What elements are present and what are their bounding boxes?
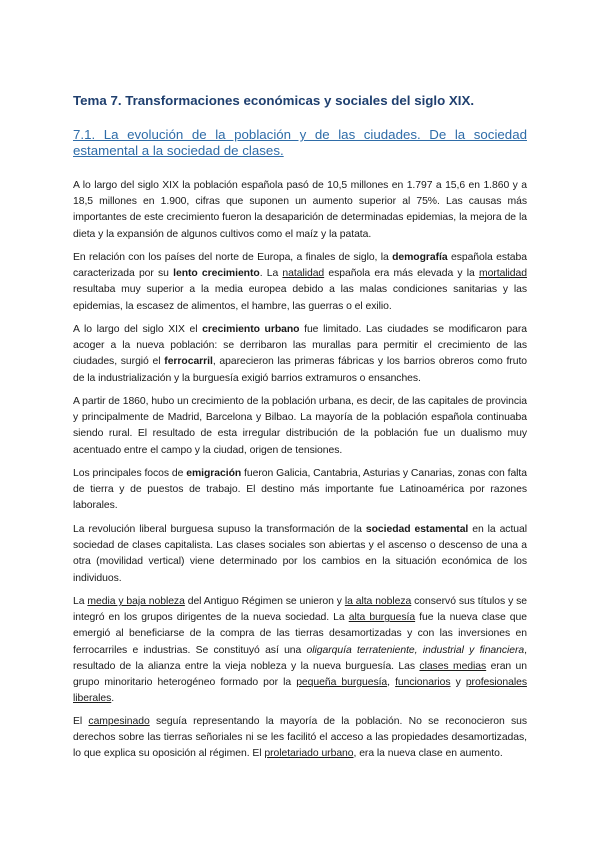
paragraph-peasantry-proletariat [73, 714, 527, 763]
underlined-term: pequeña burguesía [296, 677, 388, 689]
paragraph-emigration [73, 466, 527, 515]
text-run: fue limitado. Las ciudades se modificaron para acoger a la nueva población: se derribaron las murallas para permitir el crecimiento de las ciudades, surgió el [73, 324, 527, 368]
bold-term: sociedad estamental [365, 524, 469, 535]
text-run: española estaba caracterizada por su [73, 252, 527, 280]
underlined-term: la alta nobleza [344, 596, 412, 607]
bold-term: lento crecimiento [173, 268, 260, 280]
text-run: seguía representando la mayoría de la población. No se reconocieron sus derechos sobre las tierras señoriales ni se les facilitó el acceso a las propiedades desamortizadas, lo que explica su oposición al régimen. El [73, 716, 527, 760]
text-run: La revolución liberal burguesa supuso la transformación de la [73, 524, 366, 535]
text-run: La [73, 596, 88, 607]
text-run: A lo largo del siglo XIX la población española pasó de 10,5 millones en 1.797 a 15,6 en 1.860 y a 18,5 millones en 1.900, cifras que suponen un aumento superior al 75%. Las causas más importantes de este crecimiento fueron la desaparición de determinadas epidemias, la mejora de la dieta y la expansión de algunos cultivos como el maíz y la patata. [73, 180, 527, 240]
text-run: y [450, 677, 466, 689]
text-run: . [111, 693, 115, 705]
text-run: El [73, 716, 89, 727]
paragraph-population-growth [73, 178, 527, 243]
bold-term: demografía [392, 252, 448, 263]
bold-term: ferrocarril [164, 356, 213, 368]
text-run: A partir de 1860, hubo un crecimiento de la población urbana, es decir, de las capitales de provincia y principalmente de Madrid, Barcelona y Bilbao. La mayoría de la población española continuaba siendo rural. El resultado de esta irregular distribución de la población fue un dualismo muy acentuado entre el campo y la ciudad, origen de tensiones. [73, 396, 527, 456]
text-run: . La [259, 268, 283, 280]
italic-term: oligarquía terrateniente, industrial y financiera [306, 644, 525, 656]
underlined-term: funcionarios [395, 677, 451, 689]
text-run: Los principales focos de [73, 468, 187, 479]
bold-term: emigración [186, 468, 242, 479]
text-run: conservó sus títulos y se integró en los grupos dirigentes de la nueva sociedad. La [73, 596, 527, 624]
section-heading [73, 127, 527, 159]
section-heading-text: 7.1. La evolución de la población y de las ciudades. De la sociedad estamental a la sociedad de clases. [73, 127, 527, 158]
underlined-term: natalidad [282, 268, 325, 280]
underlined-term: alta burguesía [348, 612, 416, 624]
paragraph-class-society [73, 522, 527, 587]
underlined-term: clases medias [419, 660, 487, 672]
text-run: A lo largo del siglo XIX el [73, 324, 203, 335]
underlined-term: proletariado urbano [264, 748, 354, 760]
paragraph-nobility-bourgeoisie [73, 594, 527, 707]
text-run: en la actual sociedad de clases capitalista. Las clases sociales son abiertas y el ascenso o descenso de una a otra (movilidad vertical) viene determinado por los cambios en la situación económica de los individuos. [73, 524, 527, 584]
text-run: fue la nueva clase que emergió al beneficiarse de la compra de las tierras desamortizadas y con las inversiones en ferrocarriles e industrias. Se constituyó así una [73, 612, 527, 656]
underlined-term: mortalidad [478, 268, 527, 280]
text-run: fueron Galicia, Cantabria, Asturias y Canarias, zonas con falta de tierra y de puestos de trabajo. El destino más importante fue Latinoamérica por razones laborales. [73, 468, 527, 512]
text-run: resultaba muy superior a la media europea debido a las malas condiciones sanitarias y las epidemias, la escasez de alimentos, el hambre, las guerras o el exilio. [73, 284, 527, 312]
text-run: , aparecieron las primeras fábricas y los barrios obreros como fruto de la industrialización y la burguesía exigió barrios extramuros o ensanches. [73, 356, 528, 384]
paragraph-urban-population [73, 394, 527, 459]
paragraph-urban-growth [73, 322, 527, 387]
text-run: , [387, 677, 396, 689]
bold-term: crecimiento urbano [202, 324, 300, 335]
text-run: , era la nueva clase en aumento. [353, 748, 503, 760]
document-title: Tema 7. Transformaciones económicas y sociales del siglo XIX. [73, 93, 475, 108]
underlined-term: campesinado [88, 716, 150, 727]
underlined-term: profesionales liberales [73, 677, 527, 705]
text-run: eran un grupo minoritario heterogéneo formado por la [73, 660, 528, 689]
text-run: En relación con los países del norte de Europa, a finales de siglo, la [73, 252, 393, 263]
text-run: española era más elevada y la [324, 268, 479, 280]
text-run: , resultado de la alianza entre la vieja nobleza y la nueva burguesía. Las [73, 644, 527, 672]
text-run: del Antiguo Régimen se unieron y [184, 596, 345, 607]
paragraph-demography [73, 250, 527, 315]
underlined-term: media y baja nobleza [87, 596, 185, 607]
